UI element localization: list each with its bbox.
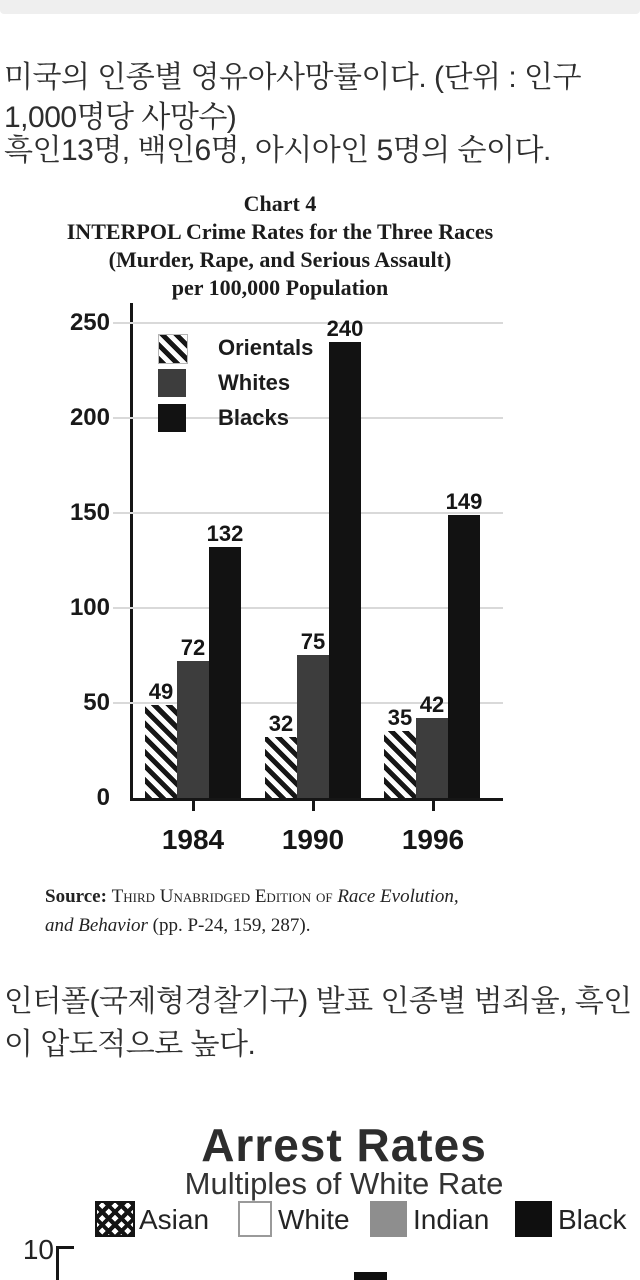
legend-swatch-indian [370,1201,407,1237]
source-book-title-2: and Behavior [45,915,148,936]
legend-swatch-orientals [158,334,188,364]
arrest-chart-title: Arrest Rates [201,1119,487,1171]
legend-label-orientals: Orientals [218,335,314,360]
x-category-label: 1990 [281,824,345,855]
legend-label-white: White [278,1204,350,1235]
bar-blacks-1996 [448,515,480,798]
bar-value-label: 35 [387,705,413,730]
x-axis-tick [312,801,315,811]
grid-line [113,322,503,324]
legend-label-whites: Whites [218,370,291,395]
source-edition: Third Unabridged Edition of [111,886,333,907]
crime-chart-title [60,190,500,302]
intro-line-2: 흑인13명, 백인6명, 아시아인 5명의 순이다. [4,134,551,167]
bar-value-label: 132 [206,521,244,546]
chart-title-line: per 100,000 Population [171,275,389,300]
legend-swatch-white [238,1201,272,1237]
bar-blacks-1990 [329,342,361,798]
legend-label-asian: Asian [139,1204,210,1235]
y-tick-label: 100 [69,594,110,621]
bar-value-label: 149 [445,489,483,514]
bar-orientals-1990 [265,737,297,798]
bar-value-label: 49 [148,679,174,704]
bar-value-label: 75 [300,629,326,654]
bar-whites-1996 [416,718,448,798]
y-axis-line [56,1246,59,1280]
x-axis-line [130,798,503,801]
crime-chart [0,180,640,950]
legend-label-blacks: Blacks [218,405,289,430]
bar-blacks-1984 [209,547,241,798]
bar-value-label: 240 [326,316,364,341]
legend-swatch-asian [95,1201,135,1237]
y-tick-label: 200 [69,404,110,431]
legend-swatch-blacks [158,404,186,432]
source-note [45,882,565,940]
bar-orientals-1996 [384,731,416,798]
legend-label-indian: Indian [413,1204,490,1235]
previous-image-edge [0,0,640,14]
y-tick-label: 50 [83,689,110,716]
chart-title-line: Chart 4 [243,191,317,216]
grid-line [113,607,503,609]
bar-whites-1990 [297,655,329,798]
x-category-label: 1984 [161,824,225,855]
source-pages: (pp. P-24, 159, 287). [152,915,311,936]
legend-swatch-black [515,1201,552,1237]
bar-whites-1984 [177,661,209,798]
legend-label-black: Black [558,1204,627,1235]
intro-line-1: 미국의 인종별 영유아사망률이다. (단위 : 인구 1,000명당 사망수) [4,61,581,134]
caption-between-charts: 인터폴(국제형경찰기구) 발표 인종별 범죄율, 흑인이 압도적으로 높다. [4,985,632,1061]
bar-value-label: 42 [419,692,445,717]
y-axis-line [130,303,133,801]
legend-swatch-whites [158,369,186,397]
x-category-label: 1996 [401,824,465,855]
y-tick-label: 0 [96,784,110,811]
x-axis-tick [432,801,435,811]
arrest-chart-subtitle: Multiples of White Rate [184,1166,504,1201]
y-tick-label: 250 [69,309,110,336]
bar-value-label: 32 [268,711,294,736]
y-axis-tick [56,1246,74,1249]
arrest-rates-chart [0,1100,640,1280]
y-tick-label-10: 10 [22,1234,54,1265]
partial-bar [354,1272,387,1280]
chart-title-line: (Murder, Rape, and Serious Assault) [108,247,452,272]
source-book-title-1: Race Evolution, [337,886,459,907]
x-axis-tick [192,801,195,811]
chart-title-line: INTERPOL Crime Rates for the Three Races [66,219,494,244]
bar-value-label: 72 [180,635,206,660]
bar-orientals-1984 [145,705,177,798]
y-tick-label: 150 [69,499,110,526]
source-label: Source: [45,886,107,907]
